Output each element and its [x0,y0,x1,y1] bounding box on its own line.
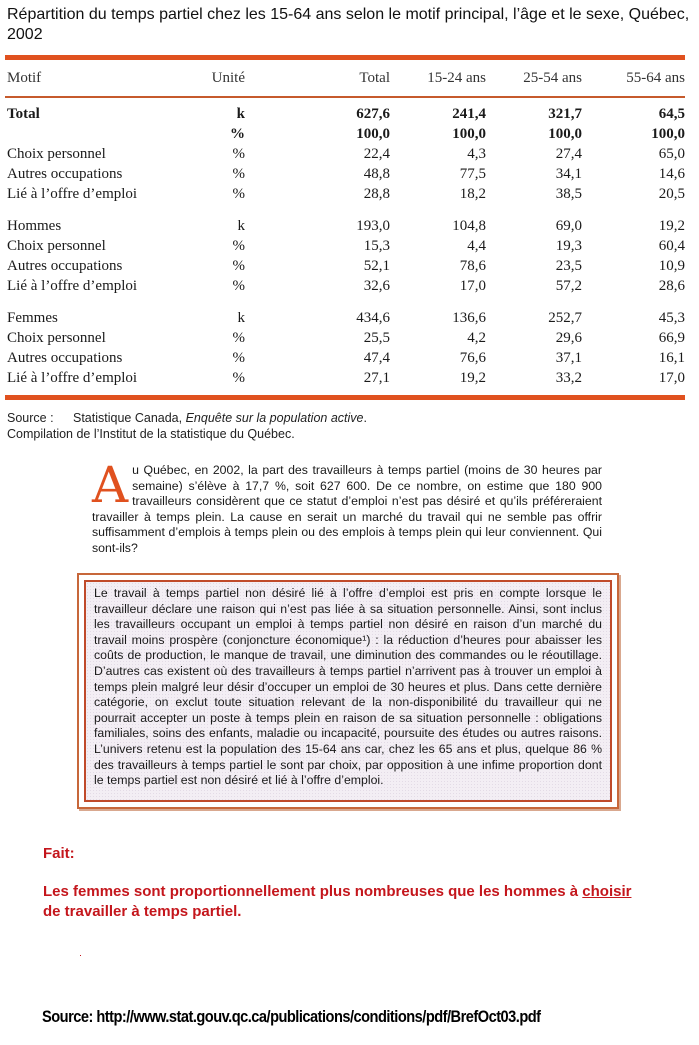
cell-55-64: 19,2 [658,218,685,234]
source-compilation: Compilation de l’Institut de la statistique du Québec. [7,427,295,441]
cell-25-54: 69,0 [555,218,582,234]
table-row [0,124,699,144]
cell-15-24: 4,4 [467,238,486,254]
cell-55-64: 20,5 [658,186,685,202]
cell-motif: Lié à l’offre d’emploi [7,370,138,386]
cell-55-64: 65,0 [658,146,685,162]
cell-total: 25,5 [363,330,390,346]
cell-unite: % [232,278,245,294]
definition-box-inner [84,580,612,802]
table-row [0,256,699,276]
cell-15-24: 19,2 [459,370,486,386]
source-publication: Enquête sur la population active [185,411,364,425]
cell-total: 15,3 [363,238,390,254]
cell-15-24: 18,2 [459,186,486,202]
cell-unite: % [232,370,245,386]
table-row [0,216,699,236]
cell-unite: % [232,186,245,202]
cell-15-24: 17,0 [459,278,486,294]
cell-55-64: 28,6 [658,278,685,294]
cell-motif: Choix personnel [7,238,106,254]
intro-text: u Québec, en 2002, la part des travailleurs à temps partiel (moins de 30 heures par semaine) s’élève à 17,7 %, soit 627 600. De ce nombre, on estime que 180 900 travailleurs considèrent que ce statut d’emploi n’est pas désiré et qu’ils préféreraient travailler à temps plein. La cause en serait un marché du travail qui ne semble pas offrir suffisamment d’emplois à temps plein ou des emplois à temps plein qui leur conviennent. Qui sont-ils? [92,463,602,555]
cell-55-64: 10,9 [658,258,685,274]
cell-total: 52,1 [363,258,390,274]
table-row [0,144,699,164]
cell-unite: % [232,350,245,366]
cell-total: 22,4 [363,146,390,162]
cell-total: 27,1 [363,370,390,386]
table-row [0,164,699,184]
fait-underlined-word: choisir [582,883,632,900]
cell-15-24: 76,6 [459,350,486,366]
cell-15-24: 136,6 [452,310,486,326]
cell-15-24: 78,6 [459,258,486,274]
cell-total: 100,0 [356,126,390,142]
table-title: Répartition du temps partiel chez les 15-64 ans selon le motif principal, l’âge et le sexe, Québec, 2002 [7,6,690,43]
cell-25-54: 57,2 [555,278,582,294]
table-body [0,104,699,388]
cell-total: 627,6 [356,106,390,122]
intro-paragraph [92,456,602,556]
cell-total: 47,4 [363,350,390,366]
cell-55-64: 100,0 [651,126,685,142]
definition-text: Le travail à temps partiel non désiré lié à l’offre d’emploi est pris en compte lorsque le travailleur déclare une raison qui n’est pas liée à sa situation personnelle. Ainsi, sont inclus les travailleurs occupant un emploi à temps partiel non désiré en raison d’un marché du travail moins prospère (conjoncture économique¹) : la réduction d’heures pour abaisser les coûts de production, le manque de travail, une diminution des commandes ou le réoutillage. D’autres cas existent où des travailleurs à temps partiel n’arrivent pas à trouver un emploi à temps plein malgré leur désir d’occuper un emploi de 30 heures et plus. Dans cette dernière catégorie, on exclut toute situation relevant de la non-disponibilité du travailleur qui ne pourrait accepter un poste à temps plein en raison de sa situation personnelle : obligations familiales, soins des enfants, maladie ou incapacité, poursuite des études ou autres raisons. L’univers retenu est la population des 15-64 ans car, chez les 65 ans et plus, quelque 86 % des travailleurs à temps partiel le sont par choix, par opposition à une infime proportion dont le temps partiel est non désiré et lié à l’offre d’emploi. [94,586,602,788]
table-row [0,368,699,388]
cell-25-54: 33,2 [555,370,582,386]
cell-25-54: 38,5 [555,186,582,202]
cell-unite: % [232,166,245,182]
cell-25-54: 252,7 [548,310,582,326]
header-unite: Unité [211,70,245,86]
source-end: . [363,411,367,425]
source-url: Source: http://www.stat.gouv.qc.ca/publications/conditions/pdf/BrefOct03.pdf [42,1007,541,1026]
cell-total: 28,8 [363,186,390,202]
group-spacer [0,296,699,308]
header-55-64: 55-64 ans [626,70,685,86]
cell-55-64: 14,6 [658,166,685,182]
cell-total: 48,8 [363,166,390,182]
source-note [7,410,367,442]
cell-25-54: 19,3 [555,238,582,254]
source-label: Source : [7,411,54,425]
table-bottom-rule [5,395,685,400]
cell-motif: Hommes [7,218,62,234]
cell-motif: Autres occupations [7,166,123,182]
dropcap-letter: A [92,456,129,514]
cell-15-24: 104,8 [452,218,486,234]
cell-unite: % [232,146,245,162]
header-15-24: 15-24 ans [427,70,486,86]
cell-motif: Lié à l’offre d’emploi [7,278,138,294]
cell-total: 434,6 [356,310,390,326]
header-25-54: 25-54 ans [523,70,582,86]
source-org: Statistique Canada, [73,411,183,425]
header-motif: Motif [7,70,42,86]
cell-total: 32,6 [363,278,390,294]
definition-box [77,573,619,809]
cell-15-24: 4,2 [467,330,486,346]
cell-55-64: 64,5 [658,106,685,122]
cell-motif: Choix personnel [7,146,106,162]
cell-unite: k [237,310,245,326]
source-line [7,410,367,426]
cell-25-54: 100,0 [548,126,582,142]
cell-25-54: 23,5 [555,258,582,274]
cell-15-24: 241,4 [452,106,486,122]
table-row [0,236,699,256]
cell-unite: % [232,258,245,274]
cell-25-54: 27,4 [555,146,582,162]
fait-statement [43,882,643,922]
group-spacer [0,204,699,216]
table-row [0,348,699,368]
cell-unite: k [237,218,245,234]
table-row [0,104,699,124]
cell-motif: Lié à l’offre d’emploi [7,186,138,202]
cell-total: 193,0 [356,218,390,234]
table-row [0,328,699,348]
cell-55-64: 17,0 [658,370,685,386]
cell-55-64: 16,1 [658,350,685,366]
cell-15-24: 100,0 [452,126,486,142]
cell-55-64: 45,3 [658,310,685,326]
table-top-rule [5,55,685,60]
fait-text-after: de travailler à temps partiel. [43,903,242,920]
cell-motif: Autres occupations [7,258,123,274]
table-header [0,68,699,88]
header-total: Total [359,70,390,86]
table-row [0,276,699,296]
cell-unite: % [230,126,245,142]
header-row [0,68,699,88]
cell-25-54: 37,1 [555,350,582,366]
cell-25-54: 321,7 [548,106,582,122]
cell-unite: % [232,238,245,254]
fait-text-before: Les femmes sont proportionnellement plus nombreuses que les hommes à [43,883,583,900]
cell-25-54: 29,6 [555,330,582,346]
table-row [0,308,699,328]
cell-55-64: 60,4 [658,238,685,254]
cell-motif: Choix personnel [7,330,106,346]
header-rule [5,96,685,98]
table-row [0,184,699,204]
cell-motif: Autres occupations [7,350,123,366]
cell-unite: k [236,106,245,122]
cell-55-64: 66,9 [658,330,685,346]
cell-15-24: 4,3 [467,146,486,162]
cell-25-54: 34,1 [555,166,582,182]
fait-label: Fait: [43,845,75,862]
cell-unite: % [232,330,245,346]
cell-motif: Total [7,106,40,122]
cell-15-24: 77,5 [459,166,486,182]
stray-dot [80,955,81,956]
cell-motif: Femmes [7,310,58,326]
